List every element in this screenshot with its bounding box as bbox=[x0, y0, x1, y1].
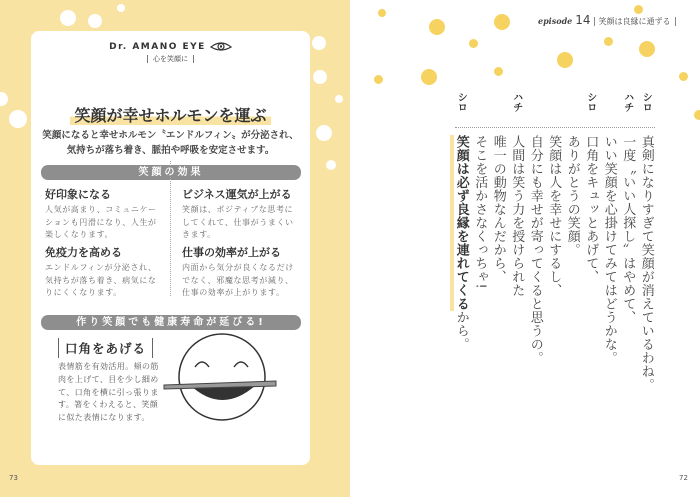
decor-dot bbox=[88, 14, 102, 28]
episode-number: 14 bbox=[575, 13, 591, 27]
decor-dot bbox=[557, 52, 573, 68]
decor-dot bbox=[316, 125, 332, 141]
speaker-label: シロ bbox=[640, 92, 652, 112]
decor-dot bbox=[60, 10, 76, 26]
decor-dot bbox=[639, 41, 655, 57]
dialogue-line: ありがとうの笑顔。 bbox=[564, 135, 580, 257]
decor-dot bbox=[694, 110, 700, 120]
dialogue-column bbox=[600, 92, 619, 392]
episode-label: episode bbox=[538, 16, 573, 26]
dialogue-line: 口角をキュッとあげて、 bbox=[583, 135, 599, 284]
dialogue-line: 一度〝いい人探し〟はやめて、 bbox=[620, 135, 636, 324]
dialogue-line: 真剣になりすぎて笑顔が消えているわね。 bbox=[638, 135, 654, 392]
column-divider bbox=[170, 161, 171, 296]
decor-dot bbox=[117, 4, 125, 12]
lead-line: 笑顔になると幸せホルモン〝エンドルフィン〟が分泌され、 bbox=[42, 130, 299, 141]
effect-text: 笑顔は、ポジティブな思考にしてくれて、仕事がうまくいきます。 bbox=[182, 205, 294, 239]
effect-title: ビジネス運気が上がる bbox=[182, 188, 292, 201]
dialogue-line: そこを活かさなくっちゃ! bbox=[472, 135, 488, 290]
decor-dot bbox=[494, 14, 510, 30]
effect-item bbox=[45, 244, 163, 300]
decor-dot bbox=[374, 75, 383, 84]
effect-text: 人気が高まり、コミュニケーションも円滑になり、人生が楽しくなります。 bbox=[45, 205, 157, 239]
dialogue-column bbox=[489, 92, 508, 392]
effect-item bbox=[45, 186, 163, 242]
decor-dot bbox=[9, 110, 27, 128]
decor-dot bbox=[494, 67, 503, 76]
dialogue-line: いい笑顔を心掛けてみてはどうかな。 bbox=[601, 135, 617, 365]
tip-title: 口角をあげる bbox=[58, 338, 153, 358]
decor-dot bbox=[0, 92, 8, 106]
effect-item bbox=[182, 186, 300, 242]
speaker-label: シロ bbox=[455, 92, 467, 112]
dialogue-column bbox=[507, 92, 526, 392]
effect-title: 仕事の効率が上がる bbox=[182, 246, 281, 259]
column-card bbox=[31, 31, 310, 465]
speaker-label: シロ bbox=[584, 92, 596, 112]
heading-text: 笑顔が幸せホルモンを運ぶ bbox=[70, 106, 270, 125]
effect-item bbox=[182, 244, 300, 300]
health-bar: 作り笑顔でも健康寿命が延びる! bbox=[41, 315, 301, 330]
column-title bbox=[31, 41, 310, 52]
decor-dot bbox=[469, 39, 478, 48]
effect-text: エンドルフィンが分泌され、気持ちが落ち着き、病気になりにくくなります。 bbox=[45, 263, 157, 297]
lead-line: 気持ちが落ち着き、脈拍や呼吸を安定させます。 bbox=[66, 145, 275, 156]
decor-dot bbox=[313, 70, 327, 84]
highlighted-phrase: 笑顔は必ず良縁を連れてくる bbox=[450, 135, 469, 311]
dialogue-column bbox=[618, 92, 637, 392]
column-subtitle-text: 心を笑顔に bbox=[147, 55, 194, 63]
decor-dot bbox=[421, 69, 437, 85]
dialogue-line: 唯一の動物なんだから、 bbox=[490, 135, 506, 284]
decor-dot bbox=[604, 37, 613, 46]
speaker-label: ハチ bbox=[621, 92, 633, 112]
effect-text: 内面から気分が良くなるだけでなく、邪魔な思考が減り、仕事の効率が上がります。 bbox=[182, 263, 294, 297]
page-number: 72 bbox=[679, 474, 688, 482]
dialogue-line: 笑顔は人を幸せにするし、 bbox=[546, 135, 562, 297]
episode-header bbox=[538, 13, 676, 27]
effects-bar: 笑顔の効果 bbox=[41, 165, 301, 180]
decor-dot bbox=[326, 160, 336, 170]
speaker-label: ハチ bbox=[510, 92, 522, 112]
dialogue-line bbox=[452, 135, 470, 351]
column-title-text: Dr. AMANO EYE bbox=[109, 42, 206, 52]
page-number: 73 bbox=[9, 474, 18, 482]
dialogue-line: 自分にも幸せが寄ってくると思うの。 bbox=[527, 135, 543, 365]
decor-dot bbox=[378, 9, 386, 17]
column-heading bbox=[31, 103, 310, 126]
dialogue-column bbox=[563, 92, 582, 392]
eye-icon bbox=[210, 41, 232, 52]
decor-dot bbox=[429, 19, 445, 35]
effect-title: 好印象になる bbox=[45, 188, 111, 201]
dialogue-column bbox=[452, 92, 471, 392]
dialogue-line: 人間は笑う力を授けられた bbox=[509, 135, 525, 297]
dialogue-column bbox=[544, 92, 563, 392]
column-subtitle bbox=[31, 54, 310, 64]
episode-title: 笑顔は良縁に通ずる bbox=[594, 17, 676, 26]
dialogue-column bbox=[470, 92, 489, 392]
dialogue-column bbox=[526, 92, 545, 392]
decor-dot bbox=[312, 36, 326, 50]
lead-paragraph bbox=[31, 128, 310, 158]
smiley-chopstick-illustration bbox=[162, 325, 282, 425]
decor-dot bbox=[335, 95, 343, 103]
dialogue-column bbox=[581, 92, 600, 392]
dialogue-column bbox=[637, 92, 656, 392]
decor-dot bbox=[679, 72, 688, 81]
dialogue bbox=[452, 92, 656, 392]
effect-title: 免疫力を高める bbox=[45, 246, 122, 259]
line-tail: から。 bbox=[453, 310, 469, 351]
tip-text: 表情筋を有効活用。頬の筋肉を上げて、目を少し細めて、口角を横に引っ張ります。箸をくわえると、笑顔に似た表情になります。 bbox=[58, 362, 159, 423]
